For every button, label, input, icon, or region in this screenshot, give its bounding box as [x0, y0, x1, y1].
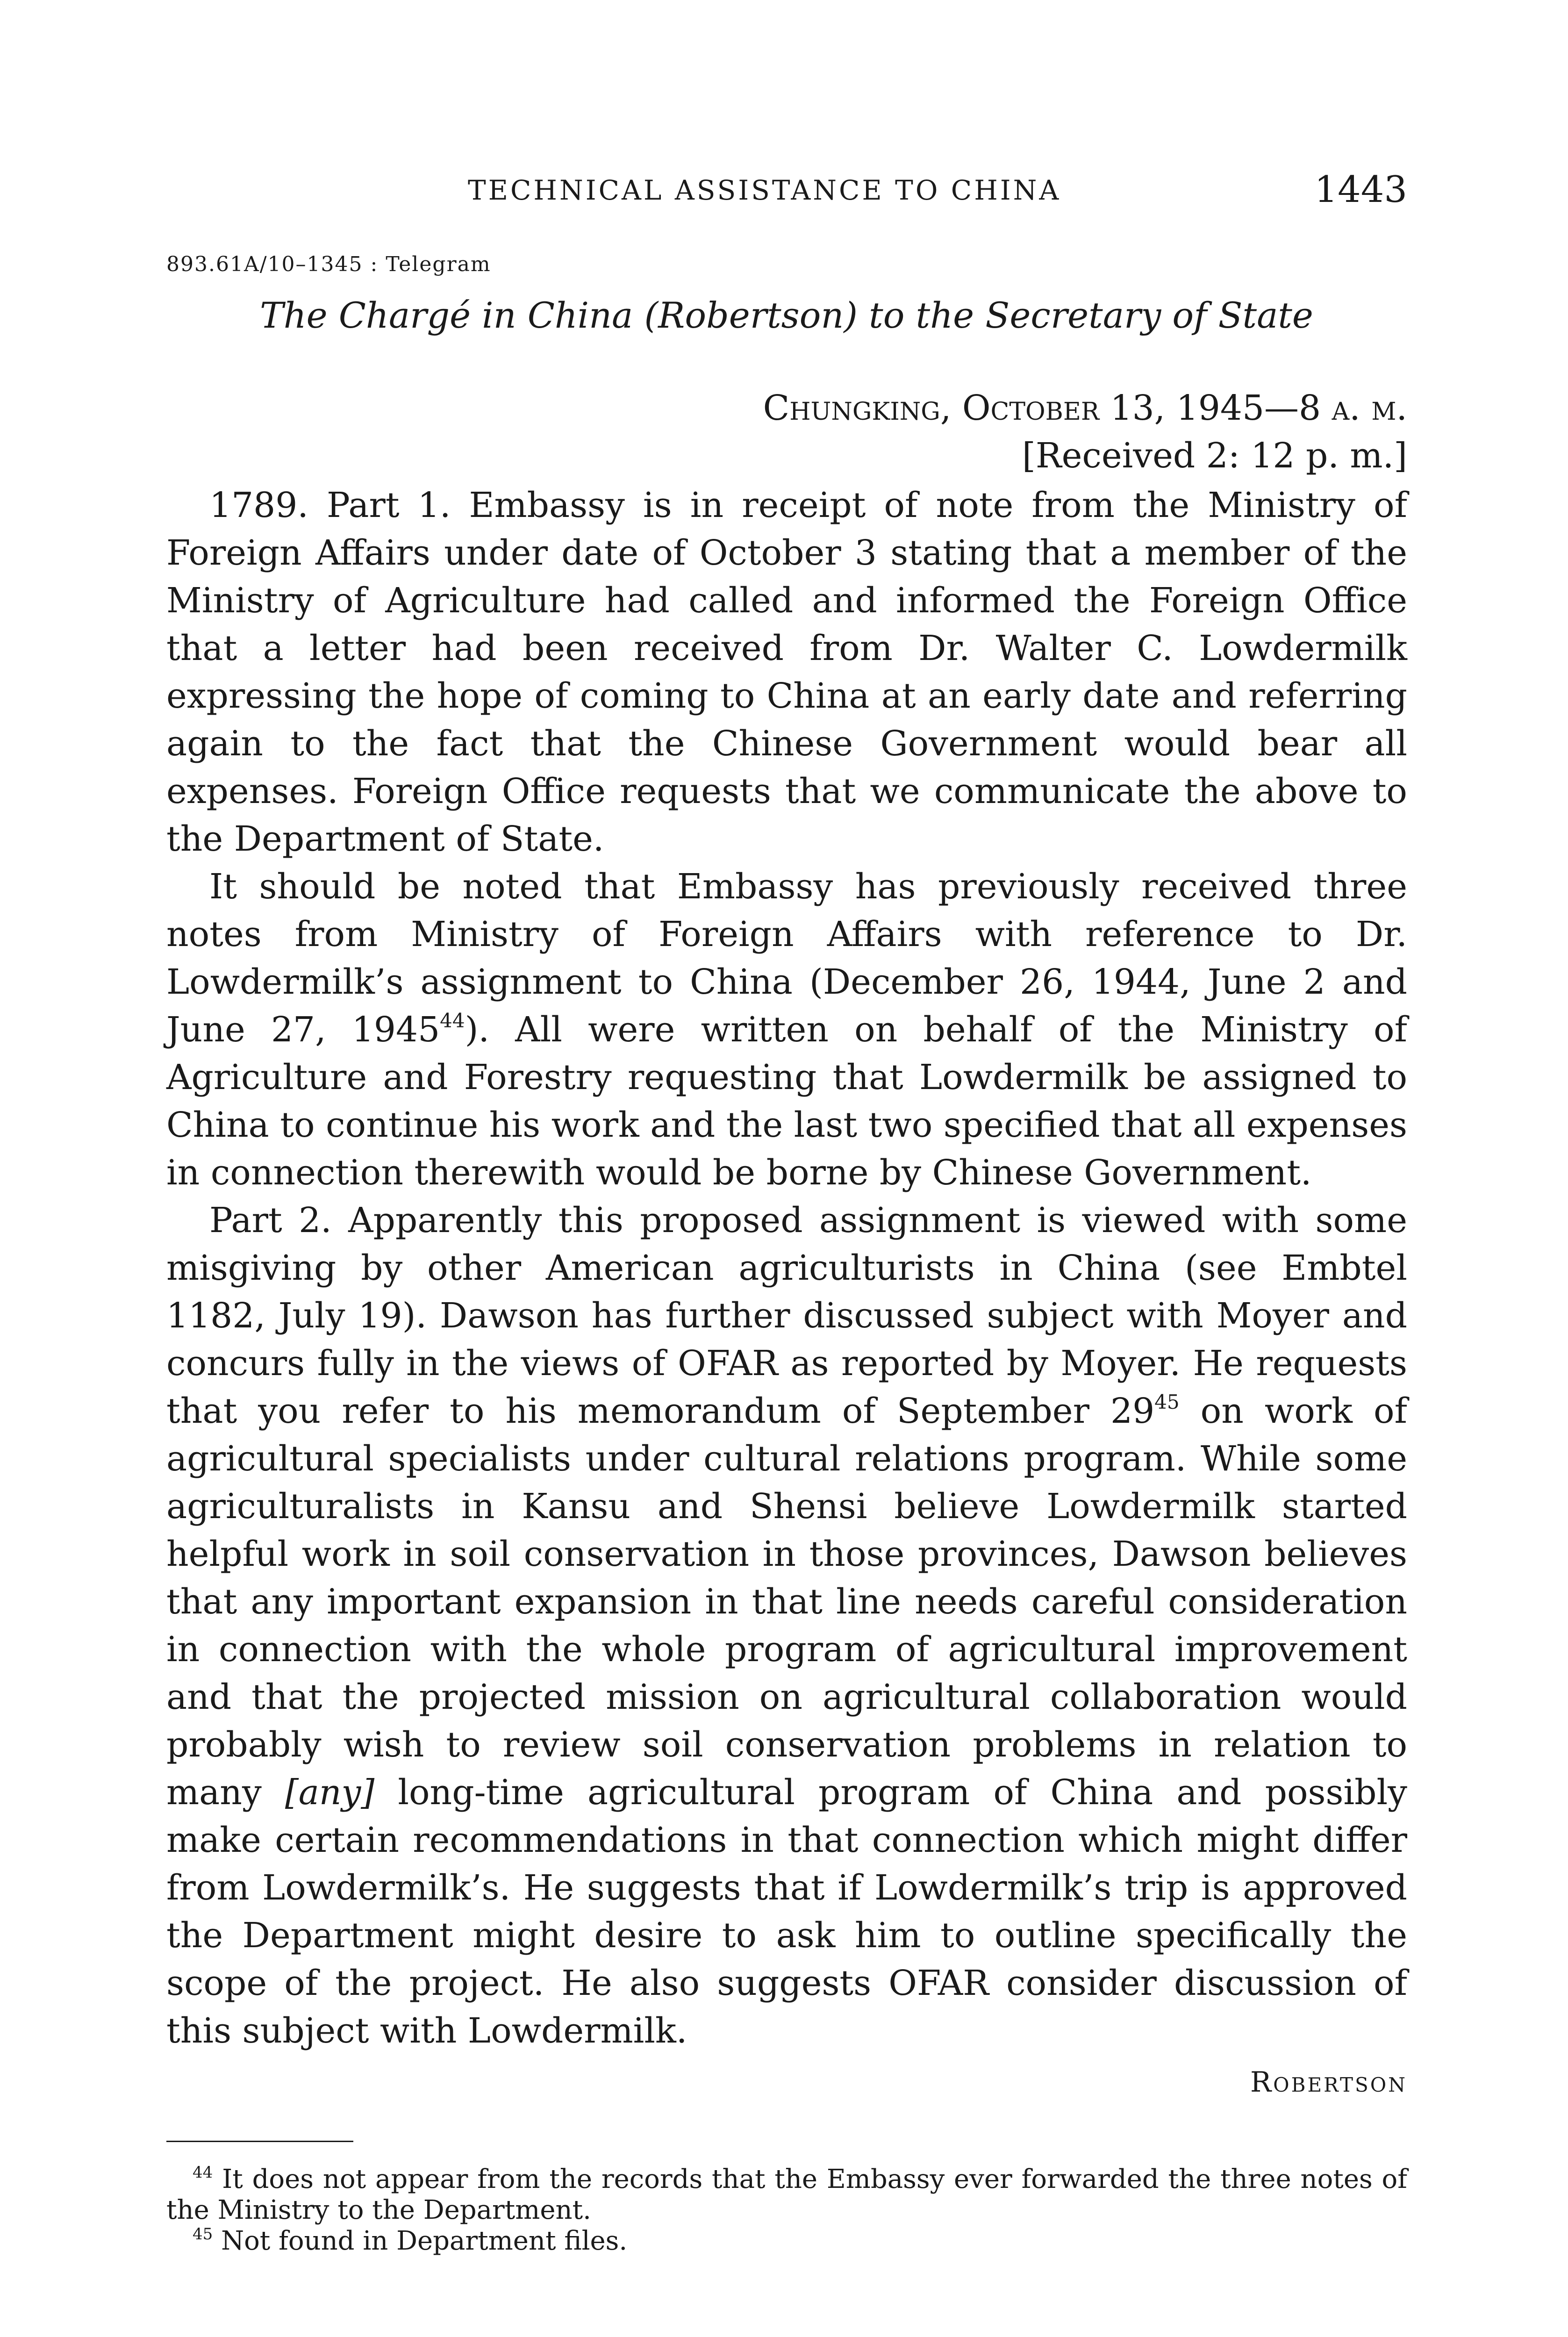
received-note: [Received 2: 12 p. m.] [1022, 436, 1407, 476]
paragraph-2 [166, 863, 1407, 1197]
footnote-mark: 44 [193, 2163, 213, 2182]
paragraph-3-text-a: Part 2. Apparently this proposed assignment is viewed with some misgiving by other American agriculturists in China (see Embtel 1182, July 19). Dawson has further discussed subject with Moyer and concurs fully in the views of OFAR as reported by Moyer. He requests that you refer to his memorandum of September 29 [166, 1200, 1407, 1431]
footnotes [166, 2164, 1407, 2257]
paragraph-3-text-c: long-time agricultural program of China and possibly make certain recommendations in that connection which might differ from Lowdermilk’s. He suggests that if Lowdermilk’s trip is approved the Department might desire to ask him to outline specifically the scope of the project. He also suggests OFAR consider discussion of this subject with Lowdermilk. [166, 1772, 1407, 2051]
dateline: Chungking, October 13, 1945—8 a. m. [763, 388, 1407, 428]
running-head [166, 171, 1407, 213]
paragraph-1-text: 1789. Part 1. Embassy is in receipt of note from the Ministry of Foreign Affairs under date of October 3 stating that a member of the Ministry of Agriculture had called and informed the Foreign Office that a letter had been received from Dr. Walter C. Lowdermilk expressing the hope of coming to China at an early date and referring again to the fact that the Chinese Government would bear all expenses. Foreign Office requests that we communicate the above to the Department of State. [166, 485, 1407, 859]
paragraph-2-text-b: ). All were written on behalf of the Ministry of Agriculture and Forestry requesting that Lowdermilk be assigned to China to continue his work and the last two specified that all expenses in connection therewith would be borne by Chinese Government. [166, 1010, 1407, 1193]
footnote-mark: 45 [193, 2225, 213, 2244]
footnote-ref-45: 45 [1154, 1391, 1180, 1413]
footnote-45 [166, 2226, 1407, 2257]
editorial-insertion: [any] [261, 1772, 375, 1813]
footnote-ref-44: 44 [440, 1009, 465, 1032]
paragraph-2-text-a: It should be noted that Embassy has previously received three notes from Ministry of Foreign Affairs with reference to Dr. Lowdermilk’s assignment to China (December 26, 1944, June 2 and June 27, 1945 [166, 867, 1407, 1050]
document-title: The Chargé in China (Robertson) to the Secretary of State [260, 294, 1313, 336]
footnote-divider [166, 2141, 353, 2142]
footnote-text: Not found in Department files. [221, 2226, 628, 2256]
file-number: 893.61A/10–1345 : Telegram [166, 252, 491, 276]
running-title: TECHNICAL ASSISTANCE TO CHINA [468, 174, 1061, 206]
paragraph-3-text-b: on work of agricultural specialists under cultural relations program. While some agriculturalists in Kansu and Shensi believe Lowdermilk started helpful work in soil conservation in those provinces, Dawson believes that any important expansion in that line needs careful consideration in connection with the whole program of agricultural improvement and that the projected mission on agricultural collaboration would probably wish to review soil conservation problems in relation to many [166, 1391, 1407, 1813]
telegram-body [166, 481, 1407, 2055]
paragraph-3 [166, 1197, 1407, 2055]
footnote-text: It does not appear from the records that the Embassy ever forwarded the three notes of the Ministry to the Department. [166, 2164, 1407, 2225]
paragraph-1 [166, 481, 1407, 863]
page-number: 1443 [1314, 169, 1407, 211]
signature: Robertson [1250, 2066, 1407, 2099]
footnote-44 [166, 2164, 1407, 2226]
